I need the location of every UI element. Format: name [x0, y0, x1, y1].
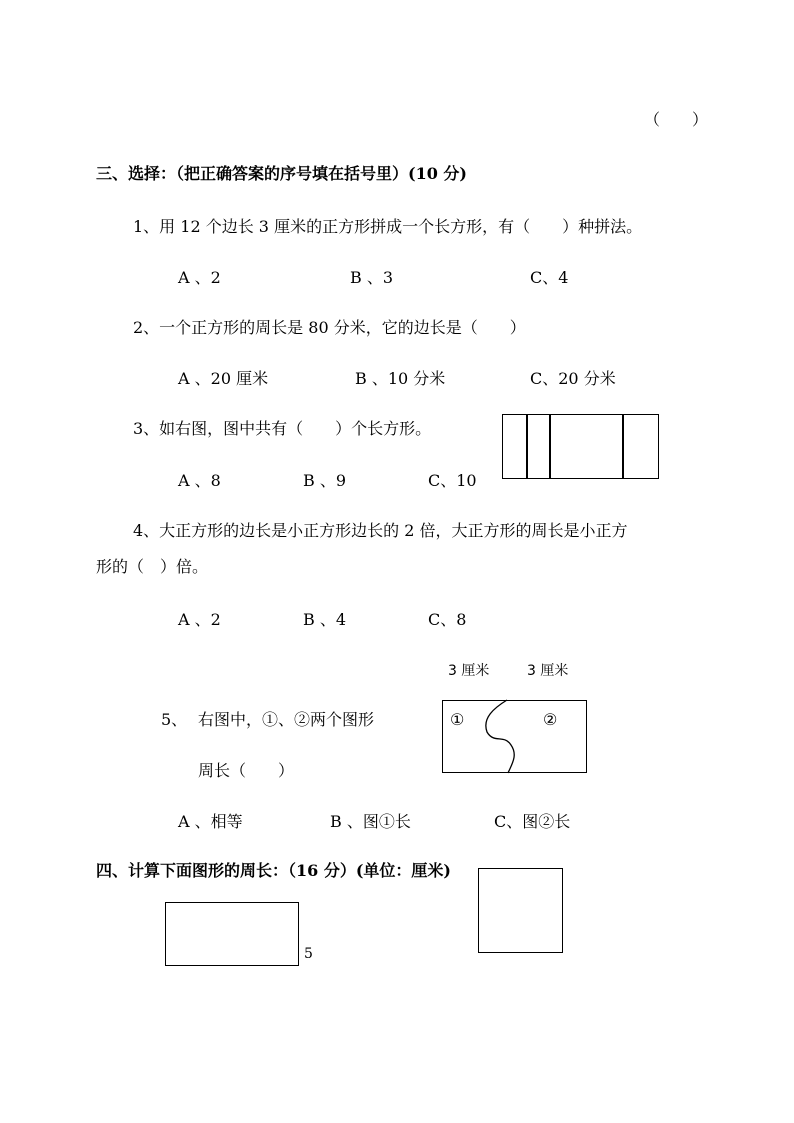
question-5-line-2: 周长（ ） — [198, 761, 295, 780]
q1-option-b: B 、3 — [350, 268, 394, 287]
q2-option-b: B 、10 分米 — [355, 369, 446, 388]
rectangle-width-label: 5 — [304, 946, 313, 962]
q4-option-b: B 、4 — [303, 610, 347, 629]
rectangle-figure — [165, 902, 299, 966]
square-figure — [478, 868, 563, 953]
figure-divider — [622, 415, 624, 478]
q5-option-a: A 、相等 — [178, 812, 243, 831]
question-3: 3、如右图，图中共有（ ）个长方形。 — [133, 419, 432, 438]
dimension-label-2: 3 厘米 — [527, 663, 569, 679]
question-2: 2、一个正方形的周长是 80 分米，它的边长是（ ） — [133, 318, 526, 337]
q2-option-c: C、20 分米 — [530, 369, 616, 388]
q1-option-a: A 、2 — [178, 268, 221, 287]
q3-option-a: A 、8 — [178, 471, 221, 490]
question-1: 1、用 12 个边长 3 厘米的正方形拼成一个长方形，有（ ）种拼法。 — [133, 217, 643, 236]
q1-option-c: C、4 — [530, 268, 569, 287]
q3-option-b: B 、9 — [303, 471, 347, 490]
section-3-title: 三、选择：（把正确答案的序号填在括号里）(10 分) — [96, 164, 467, 183]
dimension-label-1: 3 厘米 — [448, 663, 490, 679]
section-4-title: 四、计算下面图形的周长：（16 分）(单位：厘米) — [96, 861, 451, 880]
q5-option-b: B 、图①长 — [330, 812, 411, 831]
q5-option-c: C、图②长 — [494, 812, 571, 831]
q2-option-a: A 、20 厘米 — [178, 369, 269, 388]
q4-option-a: A 、2 — [178, 610, 221, 629]
q4-option-c: C、8 — [428, 610, 467, 629]
q3-option-c: C、10 — [428, 471, 477, 490]
figure-divider — [526, 415, 528, 478]
question-5-line-1: 右图中，①、②两个图形 — [198, 710, 375, 729]
question-4-line-1: 4、大正方形的边长是小正方形边长的 2 倍，大正方形的周长是小正方 — [133, 521, 628, 540]
question-4-line-2: 形的（ ）倍。 — [96, 557, 209, 576]
shape-2-label: ② — [543, 710, 558, 729]
rectangles-figure — [502, 414, 659, 479]
figure-divider — [549, 415, 551, 478]
shape-1-label: ① — [450, 710, 465, 729]
answer-paren: （ ） — [644, 110, 709, 129]
question-5-number: 5、 — [161, 710, 188, 729]
